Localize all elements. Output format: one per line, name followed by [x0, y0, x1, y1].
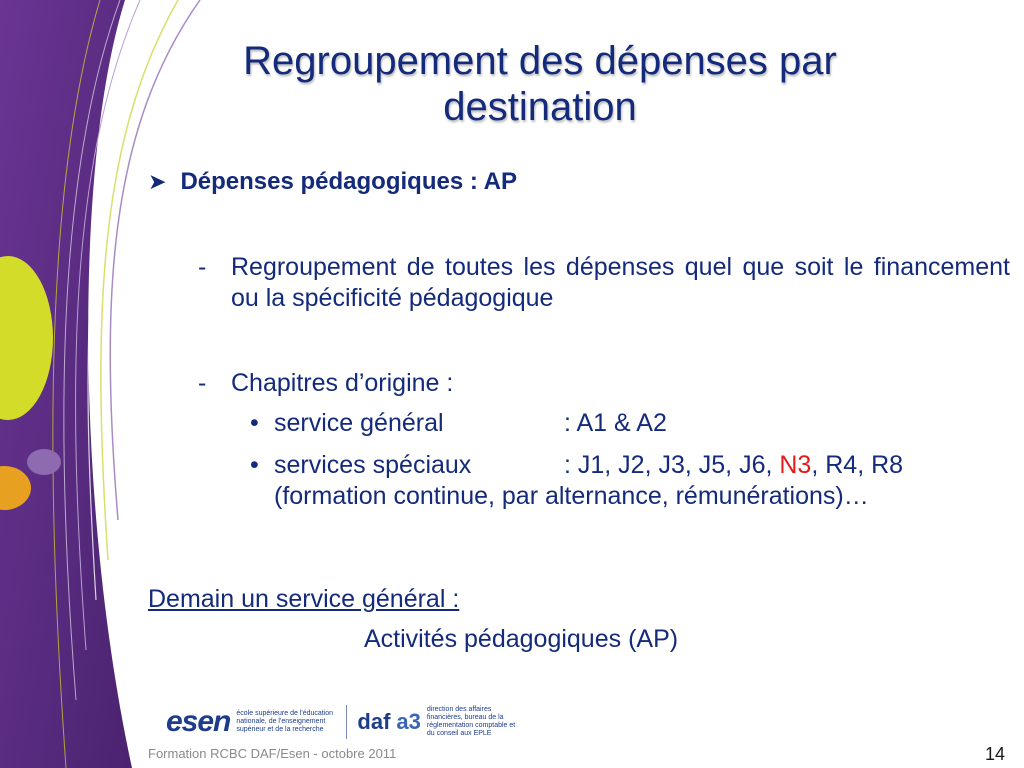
slide-title-line: destination [443, 85, 637, 129]
bullet-list-item [250, 408, 1010, 439]
esen-logo-text: école supérieure de l'éducation nationale, de l'enseignement supérieur et de la recherche [236, 710, 334, 733]
daf-logo-text: direction des affaires financières, bureau de la réglementation comptable et du conseil aux EPLE [426, 706, 516, 737]
a3-logo: a3 [396, 709, 421, 734]
esen-logo: esen [166, 705, 231, 738]
dash-list-item [198, 368, 1010, 399]
bullet-icon: • [250, 409, 259, 437]
footer-text: Formation RCBC DAF/Esen - octobre 2011 [148, 746, 397, 761]
footer-logos [166, 700, 517, 744]
bullet-item-value: : J1, J2, J3, J5, J6, [564, 451, 780, 479]
bullet-item-value: : A1 & A2 [564, 409, 667, 437]
dash-item-text: Regroupement de toutes les dépenses quel que soit le financement ou la spécificité pédagogique [231, 253, 1010, 312]
dash-list-item [198, 252, 1010, 314]
bullet-item-label: services spéciaux [274, 451, 472, 479]
purple-dot-shape [27, 449, 61, 475]
dash-marker: - [198, 253, 207, 281]
bullet-list-item [250, 450, 990, 512]
section-heading-text: Dépenses pédagogiques : AP [180, 168, 517, 195]
highlight-value: N3 [779, 451, 812, 479]
slide-title-line: Regroupement des dépenses par [243, 39, 837, 83]
page-number: 14 [985, 744, 1006, 764]
subtitle-value: Activités pédagogiques (AP) [364, 625, 679, 653]
bullet-item-label: service général [274, 409, 444, 437]
dash-marker: - [198, 369, 207, 397]
logo-divider [346, 705, 347, 739]
daf-logo: daf [357, 709, 391, 734]
subtitle-underlined: Demain un service général : [148, 585, 460, 613]
bullet-icon: • [250, 451, 259, 479]
dash-item-text: Chapitres d’origine : [231, 369, 454, 397]
section-heading [148, 168, 517, 196]
slide-title [160, 38, 920, 130]
bullet-item-value: , R4, R8 (formation continue, par alternance, rémunérations)… [274, 451, 904, 510]
arrow-right-icon: ➤ [148, 169, 167, 194]
